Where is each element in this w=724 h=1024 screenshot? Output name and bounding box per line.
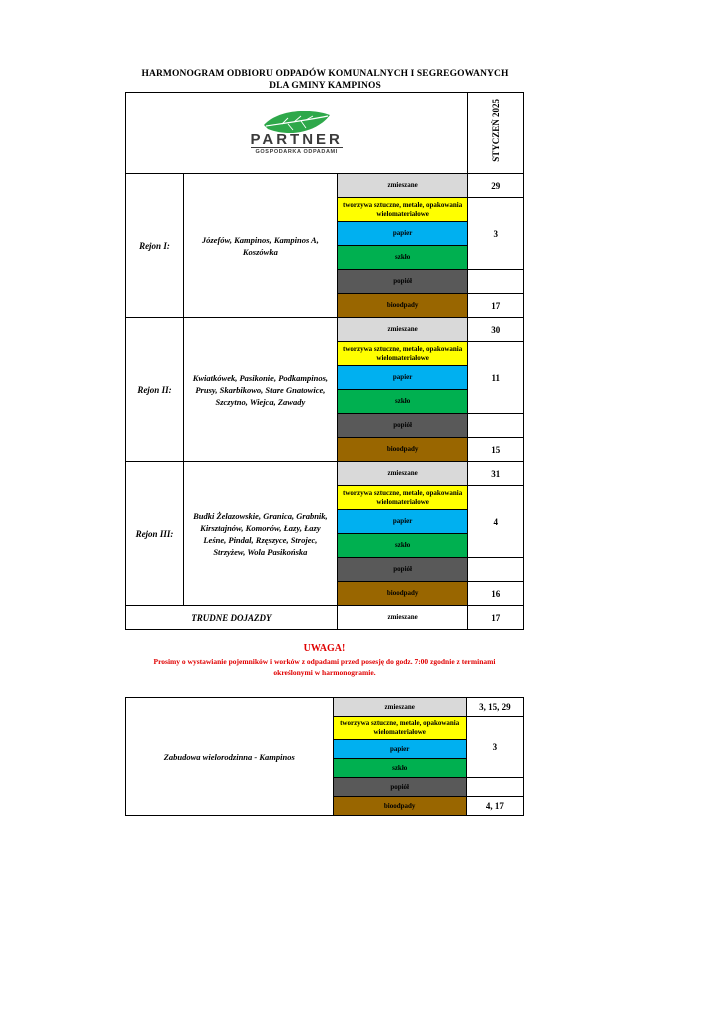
logo-cell <box>126 93 468 174</box>
month-label: STYCZEŃ 2025 <box>490 99 501 162</box>
type-popiol: popiół <box>333 778 466 797</box>
date-popiol <box>468 270 524 294</box>
type-szklo: szkło <box>333 759 466 778</box>
logo-subtext: GOSPODARKA ODPADAMI <box>255 149 338 155</box>
date-trudne: 17 <box>468 606 524 630</box>
type-tworzywa: tworzywa sztuczne, metale, opakowania wielomateriałowe <box>337 198 468 222</box>
page-subtitle: DLA GMINY KAMPINOS <box>269 81 381 91</box>
warning-line: Prosimy o wystawianie pojemników i worków z odpadami przed posesję do godz. 7:00 zgodnie z terminami <box>153 657 496 666</box>
region-places: Budki Żelazowskie, Granica, Grabnik, Kirsztajnów, Komorów, Łazy, Łazy Leśne, Pindal, Rzęszyce, Strojec, Strzyżew, Wola Pasikońska <box>183 462 337 606</box>
date-segregowane: 3 <box>468 198 524 270</box>
type-papier: papier <box>337 366 468 390</box>
date-segregowane: 11 <box>468 342 524 414</box>
type-tworzywa: tworzywa sztuczne, metale, opakowania wielomateriałowe <box>333 717 466 740</box>
date-popiol <box>466 778 523 797</box>
type-zmieszane: zmieszane <box>337 318 468 342</box>
logo-text: PARTNER <box>250 131 343 148</box>
trudne-dojazdy-label: TRUDNE DOJAZDY <box>126 606 338 630</box>
type-szklo: szkło <box>337 390 468 414</box>
date-bioodpady: 17 <box>468 294 524 318</box>
region-places: Kwiatkówek, Pasikonie, Podkampinos, Prusy, Skarbikowo, Stare Gnatowice, Szczytno, Wiejca, Zawady <box>183 318 337 462</box>
type-papier: papier <box>337 222 468 246</box>
type-zmieszane: zmieszane <box>337 174 468 198</box>
type-bioodpady: bioodpady <box>337 438 468 462</box>
date-bioodpady: 15 <box>468 438 524 462</box>
region-name: Rejon II: <box>126 318 184 462</box>
page-title: HARMONOGRAM ODBIORU ODPADÓW KOMUNALNYCH I SEGREGOWANYCH <box>141 69 509 79</box>
date-zmieszane: 31 <box>468 462 524 486</box>
wielorodzinna-table <box>125 697 524 816</box>
date-bioodpady: 16 <box>468 582 524 606</box>
date-bioodpady: 4, 17 <box>466 797 523 816</box>
date-zmieszane: 3, 15, 29 <box>466 698 523 717</box>
warning-line: określonymi w harmonogramie. <box>273 668 376 677</box>
type-papier: papier <box>333 740 466 759</box>
date-segregowane: 3 <box>466 717 523 778</box>
type-zmieszane: zmieszane <box>333 698 466 717</box>
partner-logo <box>251 111 343 155</box>
type-zmieszane: zmieszane <box>337 606 468 630</box>
region-places: Józefów, Kampinos, Kampinos A, Koszówka <box>183 174 337 318</box>
region-name: Rejon III: <box>126 462 184 606</box>
date-popiol <box>468 414 524 438</box>
type-zmieszane: zmieszane <box>337 462 468 486</box>
date-zmieszane: 29 <box>468 174 524 198</box>
warning-title: UWAGA! <box>303 643 346 654</box>
date-popiol <box>468 558 524 582</box>
type-bioodpady: bioodpady <box>337 294 468 318</box>
type-popiol: popiół <box>337 558 468 582</box>
wielorodzinna-label: Zabudowa wielorodzinna - Kampinos <box>126 698 334 816</box>
type-popiol: popiół <box>337 414 468 438</box>
type-papier: papier <box>337 510 468 534</box>
type-tworzywa: tworzywa sztuczne, metale, opakowania wielomateriałowe <box>337 486 468 510</box>
type-bioodpady: bioodpady <box>337 582 468 606</box>
warning-text <box>125 656 524 678</box>
date-zmieszane: 30 <box>468 318 524 342</box>
month-header <box>468 93 524 174</box>
type-szklo: szkło <box>337 246 468 270</box>
type-popiol: popiół <box>337 270 468 294</box>
type-bioodpady: bioodpady <box>333 797 466 816</box>
type-tworzywa: tworzywa sztuczne, metale, opakowania wielomateriałowe <box>337 342 468 366</box>
schedule-table <box>125 92 524 630</box>
region-name: Rejon I: <box>126 174 184 318</box>
type-szklo: szkło <box>337 534 468 558</box>
date-segregowane: 4 <box>468 486 524 558</box>
